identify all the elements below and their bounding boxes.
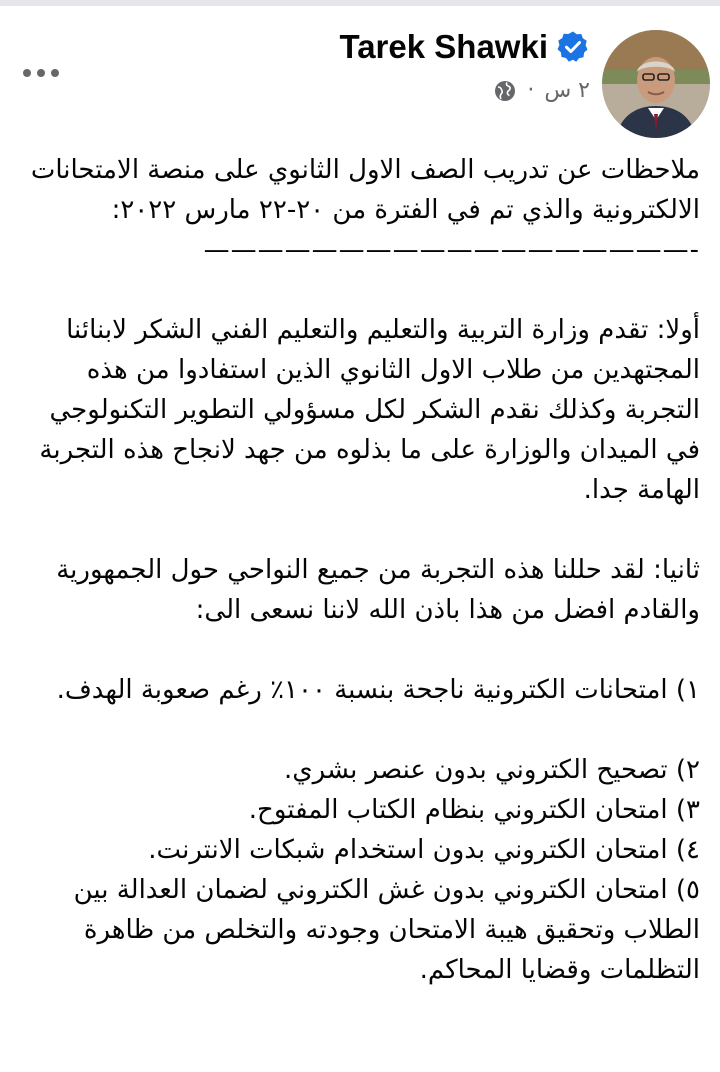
goal-item-4: ٤) امتحان الكتروني بدون استخدام شبكات الانترنت. <box>148 835 700 865</box>
paragraph-gap <box>20 710 700 750</box>
more-options-button[interactable] <box>18 58 64 88</box>
post-header <box>0 6 720 126</box>
more-dot <box>51 69 59 77</box>
meta-separator: · <box>527 78 535 103</box>
post-body <box>20 150 700 990</box>
post-time[interactable]: ٢ س <box>544 78 590 103</box>
more-dot <box>37 69 45 77</box>
more-dot <box>23 69 31 77</box>
paragraph-gap <box>20 270 700 310</box>
verified-badge-icon <box>556 30 590 64</box>
goal-item-2: ٢) تصحيح الكتروني بدون عنصر بشري. <box>284 755 700 785</box>
post-paragraph-first: أولا: تقدم وزارة التربية والتعليم والتعليم الفني الشكر لابنائنا المجتهدين من طلاب الاول الثانوي الذين استفادوا من هذه التجربة وكذلك نقدم الشكر لكل مسؤولي التطوير التكنولوجي في الميدان والوزارة على ما بذلوه من جهد لانجاح هذه التجربة الهامة جدا. <box>31 315 700 505</box>
goal-item-1: ١) امتحانات الكترونية ناجحة بنسبة ١٠٠٪ رغم صعوبة الهدف. <box>56 675 700 705</box>
text-divider: ——————————————————- <box>203 235 700 265</box>
post-paragraph-second: ثانيا: لقد حللنا هذه التجربة من جميع النواحي حول الجمهورية والقادم افضل من هذا باذن الله لاننا نسعى الى: <box>47 555 700 625</box>
author-name[interactable]: Tarek Shawki <box>339 28 548 65</box>
post-intro: ملاحظات عن تدريب الصف الاول الثانوي على منصة الامتحانات الالكترونية والذي تم في الفترة من ٢٠-٢٢ مارس ٢٠٢٢: <box>22 155 700 225</box>
globe-icon[interactable] <box>493 79 517 103</box>
author-name-row[interactable] <box>340 28 591 66</box>
author-avatar[interactable] <box>602 30 710 138</box>
goal-item-3: ٣) امتحان الكتروني بنظام الكتاب المفتوح. <box>248 795 700 825</box>
post-meta <box>493 78 590 103</box>
paragraph-gap <box>20 630 700 670</box>
goal-item-5: ٥) امتحان الكتروني بدون غش الكتروني لضمان العدالة بين الطلاب وتحقيق هيبة الامتحان وجودته والتخلص من ظاهرة التظلمات وقضايا المحاكم. <box>65 875 700 985</box>
paragraph-gap <box>20 510 700 550</box>
